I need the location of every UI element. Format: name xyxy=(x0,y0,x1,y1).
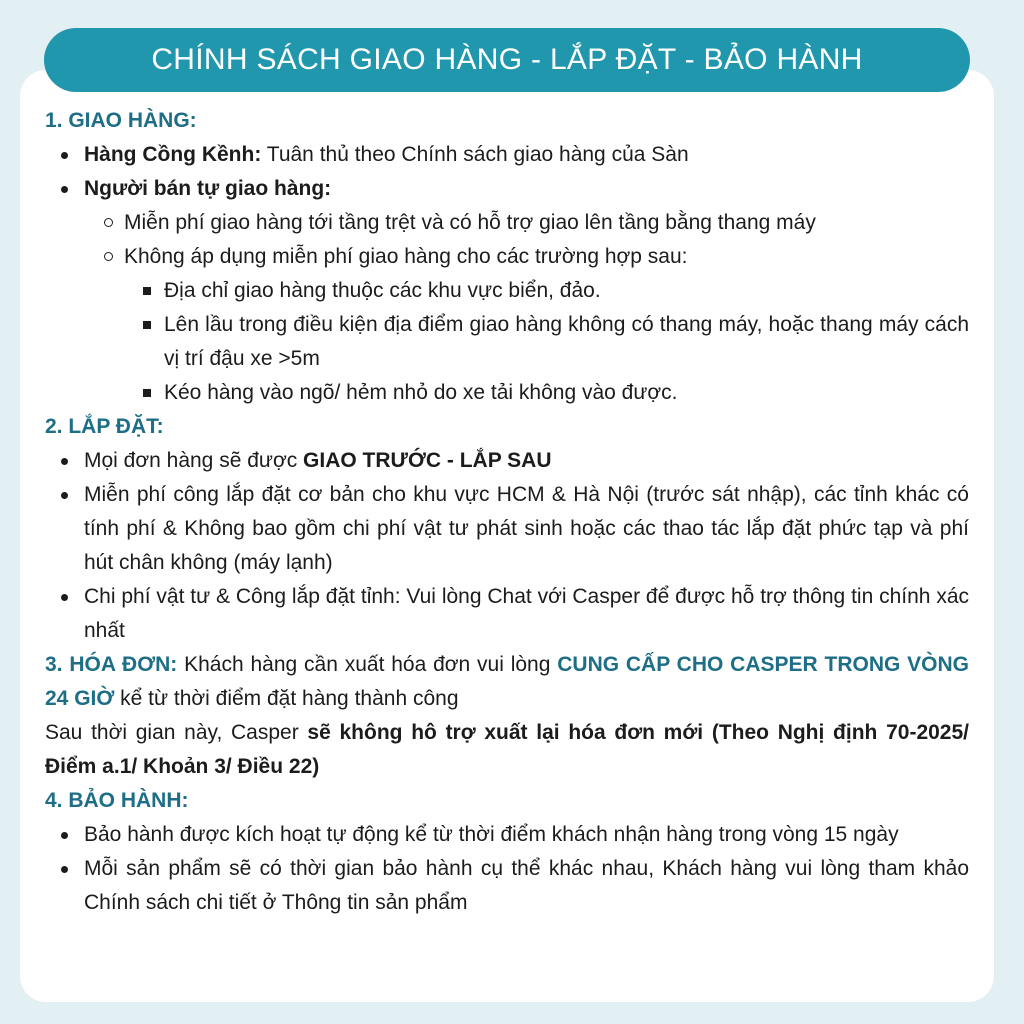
warranty-text: Bảo hành được kích hoạt tự động kể từ thời điểm khách nhận hàng trong vòng 15 ngày xyxy=(84,823,899,846)
order-text: Mọi đơn hàng sẽ được xyxy=(84,449,304,472)
list-item xyxy=(84,852,969,920)
invoice-text: Khách hàng cần xuất hóa đơn vui lòng xyxy=(177,653,558,676)
list-item xyxy=(84,138,969,172)
case-text: Địa chỉ giao hàng thuộc các khu vực biển, đảo. xyxy=(164,279,601,302)
warranty-heading: 4. BẢO HÀNH: xyxy=(45,789,189,812)
list-item xyxy=(84,444,969,478)
bulky-text: Tuân thủ theo Chính sách giao hàng của Sàn xyxy=(261,143,689,166)
self-delivery-label: Người bán tự giao hàng: xyxy=(84,177,332,200)
list-item xyxy=(84,172,969,410)
list-item xyxy=(164,376,969,410)
install-heading: 2. LẮP ĐẶT: xyxy=(45,415,164,438)
invoice-heading: 3. HÓA ĐƠN: xyxy=(45,653,178,676)
list-item xyxy=(84,478,969,580)
list-item xyxy=(84,580,969,648)
material-cost-text: Chi phí vật tư & Công lắp đặt tỉnh: Vui lòng Chat với Casper để được hỗ trợ thông tin chính xác nhất xyxy=(84,585,969,642)
case-text: Lên lầu trong điều kiện địa điểm giao hàng không có thang máy, hoặc thang máy cách vị trí đậu xe >5m xyxy=(164,313,969,370)
install-list xyxy=(45,444,969,648)
invoice-text-end: kể từ thời điểm đặt hàng thành công xyxy=(114,687,459,710)
title-banner xyxy=(44,28,970,92)
exception-list xyxy=(124,274,969,410)
invoice-note-bold: sẽ không hô trợ xuất lại hóa đơn mới (Theo Nghị định 70-2025/ Điểm a.1/ Khoản 3/ Điều 22) xyxy=(45,721,969,778)
list-item xyxy=(84,818,969,852)
invoice-note-text: Sau thời gian này, Casper xyxy=(45,721,308,744)
bulky-label: Hàng Cồng Kềnh: xyxy=(84,143,262,166)
free-ground-text: Miễn phí giao hàng tới tầng trệt và có hỗ trợ giao lên tầng bằng thang máy xyxy=(124,211,816,234)
page-title: CHÍNH SÁCH GIAO HÀNG - LẮP ĐẶT - BẢO HÀNH xyxy=(151,43,863,76)
case-text: Kéo hàng vào ngõ/ hẻm nhỏ do xe tải không vào được. xyxy=(164,381,678,404)
order-bold: GIAO TRƯỚC - LẮP SAU xyxy=(303,449,552,472)
not-applied-text: Không áp dụng miễn phí giao hàng cho các trường hợp sau: xyxy=(124,245,688,268)
self-delivery-list xyxy=(84,206,969,410)
invoice-paragraph xyxy=(45,648,969,716)
list-item xyxy=(124,240,969,410)
list-item xyxy=(164,308,969,376)
delivery-heading: 1. GIAO HÀNG: xyxy=(45,109,197,132)
delivery-list xyxy=(45,138,969,410)
policy-content xyxy=(45,104,969,920)
warranty-list xyxy=(45,818,969,920)
list-item xyxy=(124,206,969,240)
invoice-note xyxy=(45,716,969,784)
warranty-text: Mỗi sản phẩm sẽ có thời gian bảo hành cụ thể khác nhau, Khách hàng vui lòng tham khảo Chính sách chi tiết ở Thông tin sản phẩm xyxy=(84,857,969,914)
invoice-highlight: CUNG CẤP CHO CASPER TRONG VÒNG 24 GIỜ xyxy=(45,653,969,710)
list-item xyxy=(164,274,969,308)
free-install-text: Miễn phí công lắp đặt cơ bản cho khu vực HCM & Hà Nội (trước sát nhập), các tỉnh khác có tính phí & Không bao gồm chi phí vật tư phát sinh hoặc các thao tác lắp đặt phức tạp và phí hút chân không (máy lạnh) xyxy=(84,483,969,574)
